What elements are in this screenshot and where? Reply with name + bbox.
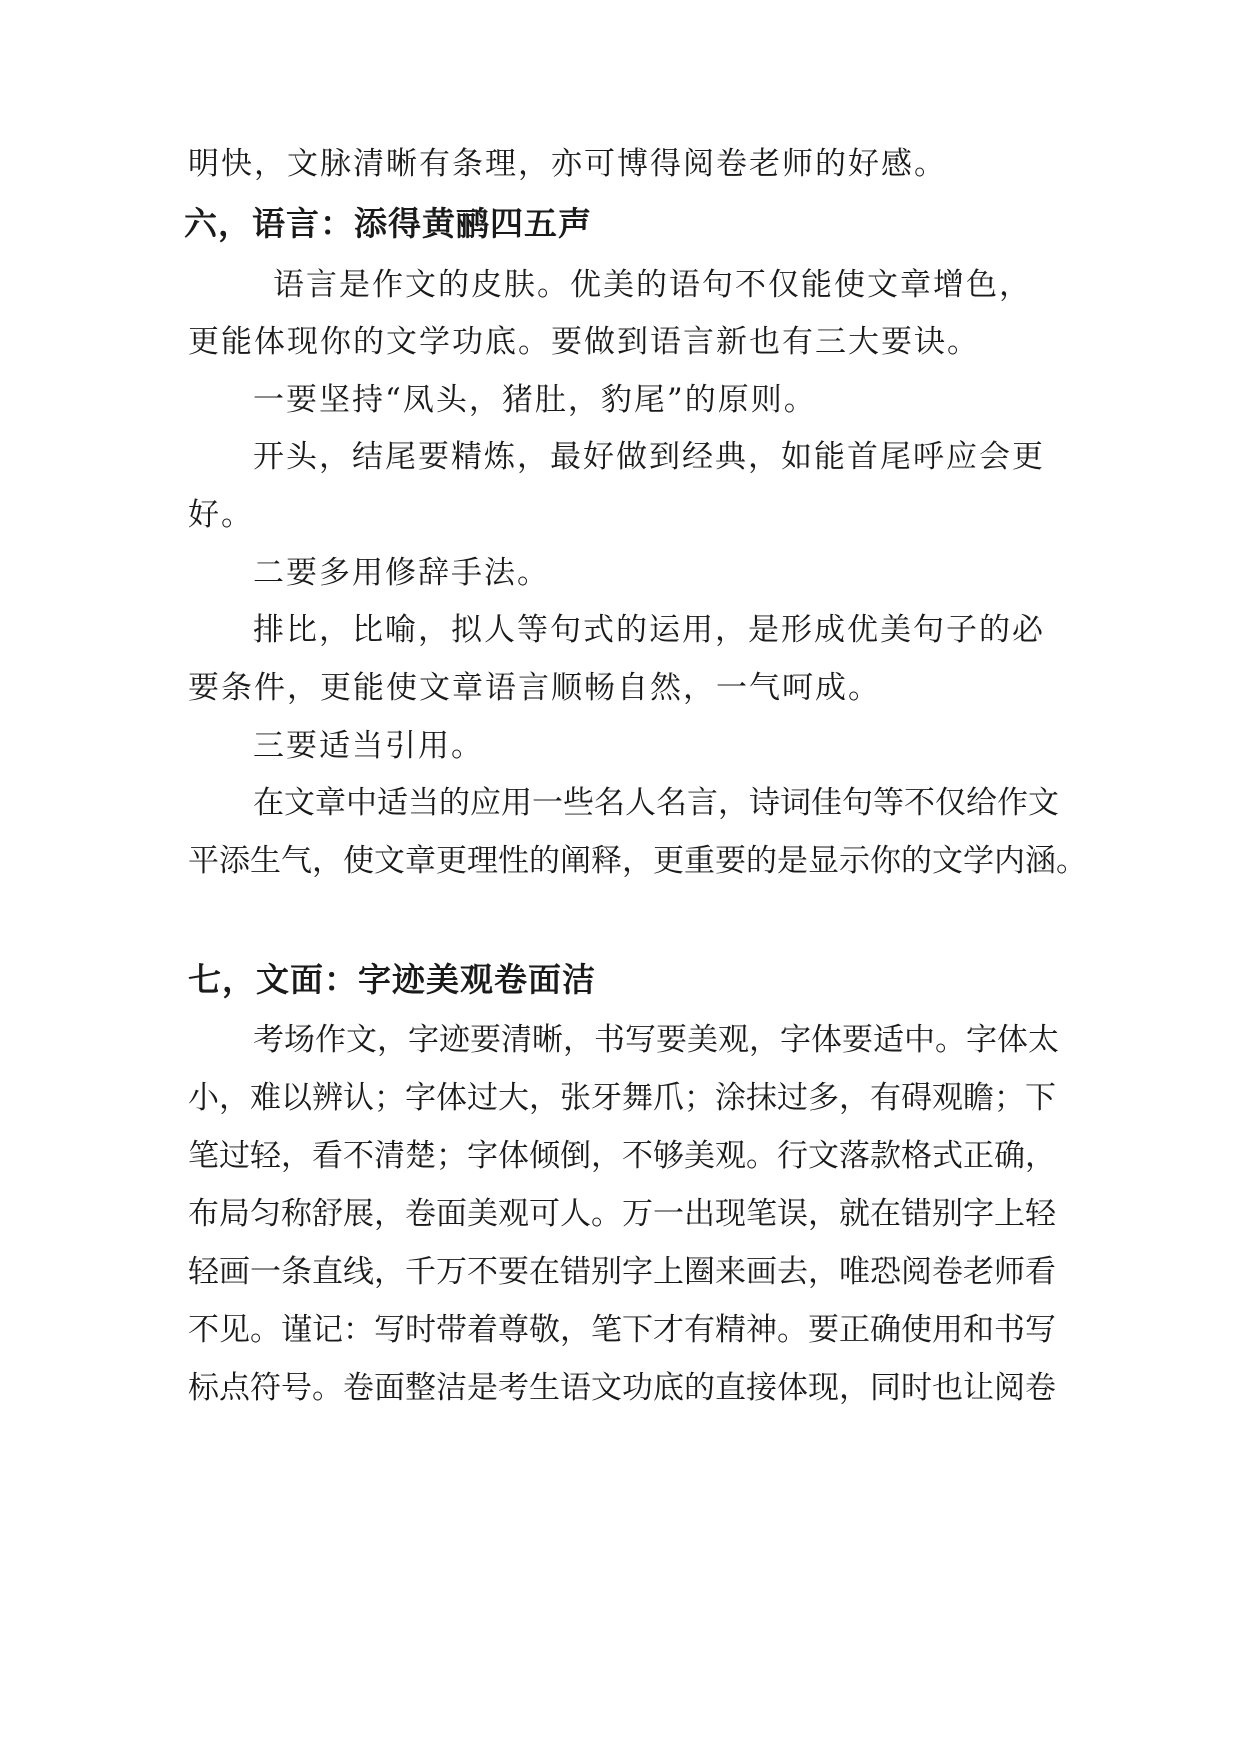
paragraph-line: 更能体现你的文学功底。要做到语言新也有三大要诀。 bbox=[188, 324, 980, 360]
paragraph-line: 排比，比喻，拟人等句式的运用，是形成优美句子的必 bbox=[253, 612, 1045, 648]
paragraph-line: 一要坚持“凤头，猪肚，豹尾”的原则。 bbox=[253, 382, 817, 418]
paragraph-line: 小，难以辨认；字体过大，张牙舞爪；涂抹过多，有碍观瞻；下 bbox=[188, 1080, 1056, 1116]
paragraph-line: 平添生气，使文章更理性的阐释，更重要的是显示你的文学内涵。 bbox=[188, 843, 1087, 879]
paragraph-line: 开头，结尾要精炼，最好做到经典，如能首尾呼应会更 bbox=[253, 439, 1045, 475]
paragraph-line: 不见。谨记：写时带着尊敬，笔下才有精神。要正确使用和书写 bbox=[188, 1312, 1056, 1348]
paragraph-line: 标点符号。卷面整洁是考生语文功底的直接体现，同时也让阅卷 bbox=[188, 1370, 1056, 1406]
paragraph-line: 要条件，更能使文章语言顺畅自然，一气呵成。 bbox=[188, 670, 881, 706]
paragraph-line: 明快，文脉清晰有条理，亦可博得阅卷老师的好感。 bbox=[188, 146, 947, 182]
paragraph-line: 笔过轻，看不清楚；字体倾倒，不够美观。行文落款格式正确， bbox=[188, 1138, 1056, 1174]
section-heading-7: 七，文面：字迹美观卷面洁 bbox=[188, 960, 596, 999]
paragraph-line: 在文章中适当的应用一些名人名言，诗词佳句等不仅给作文 bbox=[253, 785, 1059, 821]
paragraph-line: 语言是作文的皮肤。优美的语句不仅能使文章增色， bbox=[273, 267, 1032, 303]
section-heading-6: 六，语言：添得黄鹂四五声 bbox=[184, 204, 592, 243]
paragraph-line: 三要适当引用。 bbox=[253, 728, 484, 764]
paragraph-line: 布局匀称舒展，卷面美观可人。万一出现笔误，就在错别字上轻 bbox=[188, 1196, 1056, 1232]
paragraph-line: 好。 bbox=[188, 497, 254, 533]
paragraph-line: 考场作文，字迹要清晰，书写要美观，字体要适中。字体太 bbox=[253, 1022, 1059, 1058]
paragraph-line: 轻画一条直线，千万不要在错别字上圈来画去，唯恐阅卷老师看 bbox=[188, 1254, 1056, 1290]
paragraph-line: 二要多用修辞手法。 bbox=[253, 555, 550, 591]
